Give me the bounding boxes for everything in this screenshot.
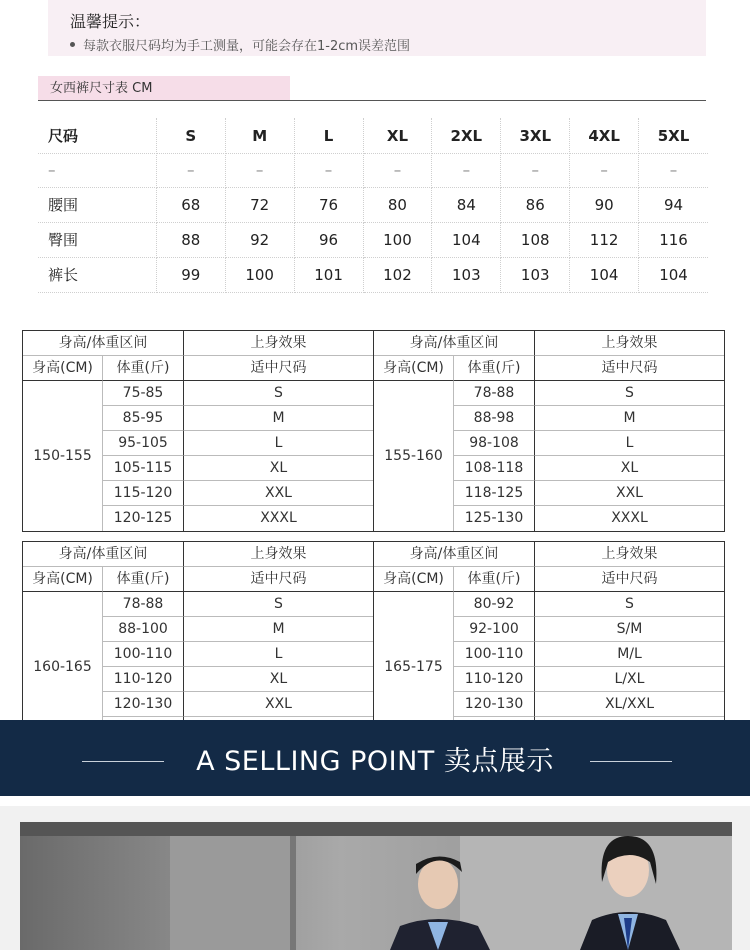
hw-size-cell: S <box>535 592 724 617</box>
hw-effect-header: 上身效果 <box>184 542 373 567</box>
hw-subheader-row <box>23 356 373 381</box>
hw-weight-cell: 88-98 <box>454 406 535 431</box>
size-row <box>38 258 708 293</box>
hw-subheader-row <box>374 356 724 381</box>
hw-size-cell: S <box>184 592 373 617</box>
hw-row <box>454 431 724 456</box>
size-row-label: 臀围 <box>38 223 157 258</box>
hw-header-row <box>23 331 373 356</box>
hw-row <box>103 506 373 531</box>
hw-weight-cell: 100-110 <box>103 642 184 667</box>
hw-header-row <box>374 331 724 356</box>
hw-header-row <box>374 542 724 567</box>
hw-row <box>103 617 373 642</box>
hw-size-cell: XL <box>184 667 373 692</box>
size-value-cell: – <box>501 153 570 188</box>
size-value-cell: – <box>639 153 708 188</box>
size-value-cell: – <box>432 153 501 188</box>
hw-weight-cell: 110-120 <box>103 667 184 692</box>
hw-row <box>454 617 724 642</box>
hw-weight-cell: 95-105 <box>103 431 184 456</box>
size-header-cell: XL <box>364 118 433 154</box>
hw-weight-cell: 108-118 <box>454 456 535 481</box>
hw-row <box>454 592 724 617</box>
size-value-cell: 103 <box>432 258 501 293</box>
size-value-cell: 90 <box>570 188 639 223</box>
hw-size-header: 适中尺码 <box>184 567 373 592</box>
size-value-cell: – <box>157 153 226 188</box>
size-header-label: 尺码 <box>38 118 157 154</box>
hw-weight-cell: 92-100 <box>454 617 535 642</box>
hw-size-cell: M <box>184 406 373 431</box>
size-value-cell: 108 <box>501 223 570 258</box>
hw-size-cell: M <box>184 617 373 642</box>
tip-title: 温馨提示： <box>70 12 151 31</box>
size-header-cell: L <box>295 118 364 154</box>
hw-height-range: 165-175 <box>374 592 454 742</box>
size-header-row <box>38 118 708 153</box>
hw-size-cell: L <box>535 431 724 456</box>
hw-size-cell: S <box>535 381 724 406</box>
hw-subheader-row <box>374 567 724 592</box>
hw-weight-cell: 100-110 <box>454 642 535 667</box>
hw-effect-header: 上身效果 <box>535 542 724 567</box>
hw-range-header: 身高/体重区间 <box>23 542 184 567</box>
hw-row <box>103 431 373 456</box>
hw-size-cell: S <box>184 381 373 406</box>
hw-weight-cell: 80-92 <box>454 592 535 617</box>
size-value-cell: 88 <box>157 223 226 258</box>
hw-half-right <box>373 542 724 742</box>
size-value-cell: 76 <box>295 188 364 223</box>
hw-weight-header: 体重(斤) <box>454 567 535 592</box>
hw-height-header: 身高(CM) <box>23 567 103 592</box>
size-row-label: 裤长 <box>38 258 157 293</box>
hw-weight-cell: 105-115 <box>103 456 184 481</box>
hw-rows <box>103 381 373 531</box>
size-value-cell: 80 <box>364 188 433 223</box>
size-value-cell: 102 <box>364 258 433 293</box>
size-chart-label: 女西裤尺寸表 CM <box>38 76 290 100</box>
hw-size-cell: XXL <box>535 481 724 506</box>
hw-subheader-row <box>23 567 373 592</box>
hw-half-right <box>373 331 724 531</box>
hw-row <box>454 692 724 717</box>
selling-point-banner <box>0 720 750 796</box>
hw-size-cell: M <box>535 406 724 431</box>
size-value-cell: 112 <box>570 223 639 258</box>
hw-height-header: 身高(CM) <box>23 356 103 381</box>
hw-size-cell: XL <box>184 456 373 481</box>
hw-size-cell: XXL <box>184 481 373 506</box>
hw-half-left <box>23 331 373 531</box>
size-value-cell: – <box>226 153 295 188</box>
hw-size-cell: XXXL <box>611 510 648 526</box>
hw-height-range: 160-165 <box>23 592 103 742</box>
hw-weight-cell: 110-120 <box>454 667 535 692</box>
size-value-cell: 94 <box>639 188 708 223</box>
hw-row <box>454 381 724 406</box>
size-value-cell: 68 <box>157 188 226 223</box>
banner-title: A SELLING POINT 卖点展示 <box>196 746 554 777</box>
hw-size-cell: XXL <box>184 692 373 717</box>
size-value-cell: 116 <box>639 223 708 258</box>
banner-line-right <box>590 761 672 762</box>
hw-range-header: 身高/体重区间 <box>23 331 184 356</box>
size-value-cell: 103 <box>501 258 570 293</box>
hw-size-header: 适中尺码 <box>535 356 724 381</box>
hw-row <box>454 642 724 667</box>
size-header-cell: M <box>226 118 295 154</box>
hw-row <box>103 592 373 617</box>
size-row-label: 腰围 <box>38 188 157 223</box>
hw-row <box>103 481 373 506</box>
size-row-label: – <box>38 153 157 188</box>
bullet-icon <box>70 42 75 47</box>
size-row <box>38 223 708 258</box>
hw-size-cell: S/M <box>535 617 724 642</box>
hw-weight-cell: 78-88 <box>454 381 535 406</box>
photo-frame <box>0 806 750 950</box>
hw-range-header: 身高/体重区间 <box>374 542 535 567</box>
hw-rows <box>454 381 724 531</box>
hw-size-header: 适中尺码 <box>184 356 373 381</box>
hw-row <box>454 406 724 431</box>
hw-size-cell: L <box>184 431 373 456</box>
size-header-cell: 4XL <box>570 118 639 154</box>
size-value-cell: 96 <box>295 223 364 258</box>
hw-row <box>103 642 373 667</box>
hw-weight-cell: 98-108 <box>454 431 535 456</box>
size-value-cell: 99 <box>157 258 226 293</box>
size-value-cell: 100 <box>226 258 295 293</box>
model-photo <box>20 822 732 950</box>
size-chart-table <box>38 118 708 293</box>
hw-header-row <box>23 542 373 567</box>
size-value-cell: – <box>570 153 639 188</box>
size-value-cell: 104 <box>432 223 501 258</box>
hw-weight-header: 体重(斤) <box>454 356 535 381</box>
tip-line <box>70 35 410 54</box>
hw-size-cell: L/XL <box>535 667 724 692</box>
hw-body <box>23 381 373 531</box>
hw-weight-cell: 115-120 <box>103 481 184 506</box>
size-value-cell: – <box>364 153 433 188</box>
hw-weight-cell: 78-88 <box>103 592 184 617</box>
hw-row <box>454 506 724 531</box>
size-value-cell: 100 <box>364 223 433 258</box>
height-weight-table-2 <box>22 541 725 743</box>
hw-height-range: 155-160 <box>374 381 454 531</box>
size-header-cell: 3XL <box>501 118 570 154</box>
hw-size-cell: XL <box>535 456 724 481</box>
hw-height-header: 身高(CM) <box>374 567 454 592</box>
divider <box>38 100 706 101</box>
model-photo-illustration <box>20 822 732 950</box>
size-value-cell: 72 <box>226 188 295 223</box>
hw-range-header: 身高/体重区间 <box>374 331 535 356</box>
hw-row <box>454 456 724 481</box>
size-value-cell: 104 <box>570 258 639 293</box>
size-row <box>38 188 708 223</box>
hw-row <box>103 456 373 481</box>
hw-weight-cell: 125-130 <box>454 506 535 531</box>
tip-box <box>48 0 706 56</box>
size-value-cell: 101 <box>295 258 364 293</box>
size-value-cell: – <box>295 153 364 188</box>
hw-weight-cell: 88-100 <box>103 617 184 642</box>
hw-weight-cell: 118-125 <box>454 481 535 506</box>
hw-weight-cell: 75-85 <box>103 381 184 406</box>
hw-row <box>103 692 373 717</box>
hw-size-cell: M/L <box>535 642 724 667</box>
tip-text: 每款衣服尺码均为手工测量，可能会存在1-2cm误差范围 <box>83 39 411 54</box>
hw-height-header: 身高(CM) <box>374 356 454 381</box>
hw-weight-cell: 120-130 <box>454 692 535 717</box>
size-value-cell: 92 <box>226 223 295 258</box>
size-value-cell: 86 <box>501 188 570 223</box>
hw-row <box>454 481 724 506</box>
hw-row <box>103 406 373 431</box>
size-row <box>38 153 708 188</box>
size-header-cell: 5XL <box>639 118 708 154</box>
hw-effect-header: 上身效果 <box>184 331 373 356</box>
hw-height-range: 150-155 <box>23 381 103 531</box>
size-header-cell: 2XL <box>432 118 501 154</box>
hw-size-header: 适中尺码 <box>535 567 724 592</box>
size-value-cell: 84 <box>432 188 501 223</box>
hw-weight-cell: 120-125 <box>103 506 184 531</box>
height-weight-table-1 <box>22 330 725 532</box>
hw-weight-header: 体重(斤) <box>103 356 184 381</box>
size-header-cell: S <box>157 118 226 154</box>
hw-row <box>103 381 373 406</box>
hw-size-cell: L <box>184 642 373 667</box>
hw-weight-cell: 85-95 <box>103 406 184 431</box>
hw-size-cell: XL/XXL <box>535 692 724 717</box>
hw-row <box>103 667 373 692</box>
hw-effect-header: 上身效果 <box>535 331 724 356</box>
hw-row <box>454 667 724 692</box>
hw-body <box>374 381 724 531</box>
hw-size-cell: XXXL <box>260 510 297 526</box>
hw-weight-header: 体重(斤) <box>103 567 184 592</box>
hw-half-left <box>23 542 373 742</box>
hw-weight-cell: 120-130 <box>103 692 184 717</box>
size-value-cell: 104 <box>639 258 708 293</box>
